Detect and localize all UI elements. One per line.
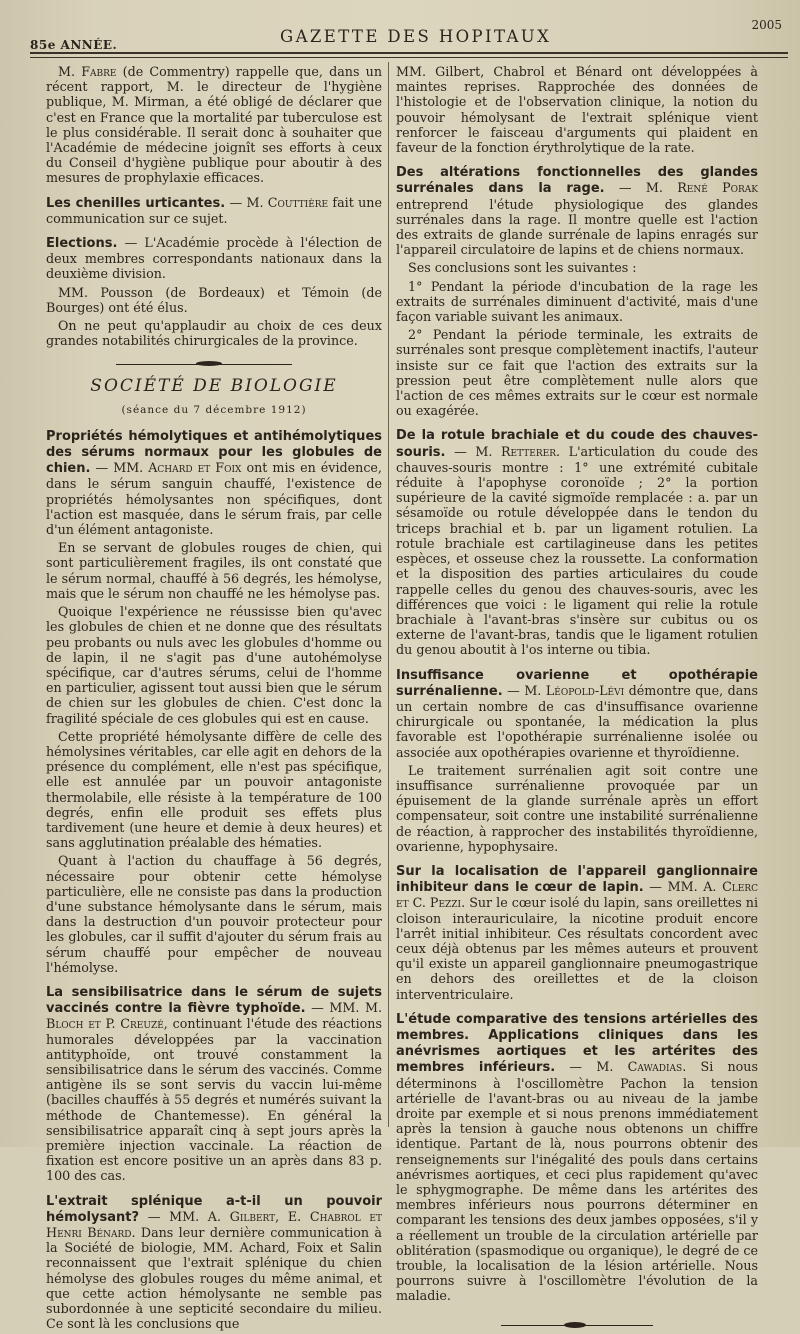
year-label: 85e ANNÉE. xyxy=(30,38,118,52)
paragraph-fabre xyxy=(46,64,382,186)
paragraph-hemo-4: Cette propriété hémolysante diffère de celle des hémolysines véritables, car elle agit en dehors de la présence du complément, elle n'est pas spécifique, elle est annulée par un pouvoir antagoniste thermolabile, elle résiste à la température de 100 degrés, enfin elle produit ses effets plus tardivement (une heure et demie à deux heures) et sans agglutination préalable des hématies. xyxy=(46,728,382,851)
column-divider xyxy=(388,62,389,1127)
article-heading: La sensibilisatrice dans le sérum de sujets vaccinés contre la fièvre typhoïde. xyxy=(46,984,382,1017)
author-name: MM. M. Bloch et P. Creuzé, xyxy=(46,1000,382,1032)
author-name: M. Fabre xyxy=(58,64,117,79)
paragraph-surrenales-3: 1° Pendant la période d'incubation de la rage les extraits de surrénales diminuent d'activité, mais d'une façon variable suivant les animaux. xyxy=(396,278,758,325)
paragraph-ganglionnaire: Sur la localisation de l'appareil ganglionnaire inhibiteur dans le cœur de lapin. — MM. A. Clerc et C. Pezzi. Sur le cœur isolé du lapin, sans oreillettes ni cloison interauriculaire, la nicotine produit encore l'arrêt initial inhibiteur. Ces résultats concordent avec ceux déjà obtenus par les mêmes auteurs et prouvent qu'il existe un appareil ganglionnaire pneumogastrique en dehors des oreillettes et de la cloison interventriculaire. xyxy=(396,863,759,1002)
header-rule-thick xyxy=(30,52,788,54)
paragraph-text: (de Commentry) rappelle que, dans un récent rapport, M. le directeur de l'hygiène publique, M. Mirman, a été obligé de déclarer que c'est en France que la mortalité par tuberculose est le plus considérable. Il serait donc à souhaiter que l'Académie de médecine joignît ses efforts à ceux du Conseil d'hygiène publique pour aboutir à des mesures de prophylaxie efficaces. xyxy=(46,64,382,186)
paragraph-elections: Elections. — L'Académie procède à l'élection de deux membres correspondants nationaux dans la deuxième division. xyxy=(46,235,382,282)
paragraph-hemo-5: Quant à l'action du chauffage à 56 degrés, nécessaire pour obtenir cette hémolyse particulière, elle ne consiste pas dans la production d'une substance hémolysante dans le sérum, mais dans la destruction d'un pouvoir protecteur pour les globules, car il suffit d'ajouter du sérum frais au sérum chauffé pour empêcher de nouveau l'hémolyse. xyxy=(46,853,382,975)
author-name: M. Retterer. xyxy=(475,443,561,459)
left-column xyxy=(46,64,382,1334)
section-title: SOCIÉTÉ DE BIOLOGIE xyxy=(90,376,338,397)
article-heading: L'étude comparative des tensions artérielles des membres. Applications cliniques dans les anévrismes aortiques et les artérites des membres inférieurs. xyxy=(396,1011,758,1076)
author-name: M. Cawadias. xyxy=(596,1059,687,1075)
paragraph-continued: MM. Gilbert, Chabrol et Bénard ont développées à maintes reprises. Rapprochée des données de l'histologie et de l'observation clinique, la notion du pouvoir hémolysant de l'extrait splénique vient renforcer le faisceau d'arguments qui plaident en faveur de la fonction érythrolytique de la rate. xyxy=(396,64,758,156)
article-heading: L'extrait splénique a-t-il un pouvoir hémolysant? xyxy=(46,1193,382,1225)
author-name: MM. A. Gilbert, E. Chabrol et Henri Bénard. xyxy=(46,1208,382,1241)
paragraph-surrenales-2: Ses conclusions sont les suivantes : xyxy=(408,260,637,276)
end-ornament xyxy=(396,1320,758,1332)
paragraph-sensi: La sensibilisatrice dans le sérum de sujets vaccinés contre la fièvre typhoïde. — MM. M. Bloch et P. Creuzé, continuant l'étude des réactions humorales développées par la vaccination antityphoïde, ont trouvé constamment la sensibilisatrice dans le sérum des vaccinés. Comme antigène ils se sont servis du vaccin lui-même (bacilles chauffés à 55 degrés et numérés suivant la méthode de Chantemesse). En général la sensibilisatrice apparaît cinq à sept jours après la première injection vaccinale. La réaction de fixation est encore positive un an après dans 83 p. 100 des cas. xyxy=(46,984,382,1184)
author-name: M. Léopold-Lévi xyxy=(524,682,625,698)
ornament-rule xyxy=(46,360,382,370)
paragraph-text: Si nous déterminons à l'oscillomètre Pachon la tension artérielle de l'avant-bras ou au niveau de la jambe droite par exemple et si nous prenons immédiatement après la tension à gauche nous obtenons un chiffre identique. Partant de là, nous pourrons obtenir des renseignements sur l'inégalité des pouls dans certains anévrismes aortiques, et ceci plus rapidement qu'avec le sphygmographe. De même dans les artérites des membres inférieurs nous pourrons déterminer en comparant les tensions des deux jambes opposées, s'il y a réellement un trouble de la circulation artérielle par oblitération (spasmodique ou organique), le degré de ce trouble, la localisation de la lésion artérielle. Nous pourrons suivre à l'oscillomètre l'évolution de la maladie. xyxy=(396,1059,758,1304)
paragraph-text: Dans leur dernière communication à la Société de biologie, MM. Achard, Foix et Salin reconnaissent que l'extrait splénique du chien hémolyse des globules rouges du même animal, et que cette action hémolysante ne semble pas subordonnée à une septicité secondaire du milieu. Ce sont là les conclusions que xyxy=(46,1225,382,1332)
paragraph-extrait: L'extrait splénique a-t-il un pouvoir hémolysant? — MM. A. Gilbert, E. Chabrol et Henri Bénard. Dans leur dernière communication à la Société de biologie, MM. Achard, Foix et Salin reconnaissent que l'extrait splénique du chien hémolyse des globules rouges du même animal, et que cette action hémolysante ne semble pas subordonnée à une septicité secondaire du milieu. Ce sont là les conclusions que xyxy=(46,1193,382,1332)
paragraph-surrenales: Des altérations fonctionnelles des glandes surrénales dans la rage. — M. René Porak entreprend l'étude physiologique des glandes surrénales dans la rage. Il montre quelle est l'action des extraits de glande surrénale de lapins enragés sur l'appareil circulatoire de lapins et de chiens normaux. xyxy=(396,165,758,258)
paragraph-surrenales-4: 2° Pendant la période terminale, les extraits de surrénales sont presque complètement inactifs, l'auteur insiste sur ce fait que l'action des extraits sur la pression peut être complètement nulle alors que l'action de ces mêmes extraits sur le cœur est normale ou exagérée. xyxy=(396,327,758,419)
session-date: (séance du 7 décembre 1912) xyxy=(121,403,307,416)
article-heading: Sur la localisation de l'appareil ganglionnaire inhibiteur dans le cœur de lapin. xyxy=(396,863,758,896)
paragraph-text: L'articulation du coude des chauves-souris montre : 1° une extrémité cubitale réduite à l'apophyse coronoïde ; 2° la portion supérieure de la cavité sigmoïde remplacée : a. par un sésamoïde ou rotule développée dans le tendon du triceps brachial et b. par un ligament rotulien. La rotule brachiale est cartilagineuse dans les petites espèces, et osseuse chez la roussette. La conformation et la disposition des parties articulaires du coude rappelle celles du genou des chauves-souris, avec les différences que voici : le ligament qui relie la rotule brachiale à l'avant-bras s'insère sur cubitus ou os externe de l'avant-bras, tandis que le ligament rotulien du genou aboutit à l'os interne ou tibia. xyxy=(396,443,758,658)
paragraph-text: continuant l'étude des réactions humorales développées par la vaccination antityphoïde, ont trouvé constamment la sensibilisatrice dans le sérum des vaccinés. Comme antigène ils se sont servis du vaccin lui-même (bacilles chauffés à 55 degrés et numérés suivant la méthode de Chantemesse). En général la sensibilisatrice apparaît cinq à sept jours après la première injection vaccinale. La réaction de fixation est encore positive un an après dans 83 p. 100 des cas. xyxy=(46,1016,382,1184)
paragraph-chenilles: Les chenilles urticantes. — M. Couttière fait une communication sur ce sujet. xyxy=(46,194,382,226)
paragraph-text: entreprend l'étude physiologique des glandes surrénales dans la rage. Il montre quelle est l'action des extraits de glande surrénale de lapins enragés sur l'appareil circulatoire de lapins et de chiens normaux. xyxy=(396,196,758,258)
paragraph-text: démontre que, dans un certain nombre de cas d'insuffisance ovarienne chirurgicale ou spontanée, la médication la plus favorable est l'opothérapie surrénalienne isolée ou associée aux opothérapies ovarienne et thyroïdienne. xyxy=(396,682,758,760)
article-heading: Propriétés hémolytiques et antihémolytiques des sérums normaux pour les globules de chien. xyxy=(46,428,382,477)
paragraph-hemo-3: Quoique l'expérience ne réussisse bien qu'avec les globules de chien et ne donne que des résultats peu probants ou nuls avec les globules d'homme ou de lapin, il ne s'agit pas d'une autohémolyse spécifique, car d'autres sérums, celui de l'homme en particulier, agissent tout aussi bien que le sérum de chien sur les globules de chien. C'est donc la fragilité spéciale de ces globules qui est en cause. xyxy=(46,604,382,726)
article-heading: Des altérations fonctionnelles des glandes surrénales dans la rage. xyxy=(396,165,758,197)
paragraph-tensions: L'étude comparative des tensions artérielles des membres. Applications cliniques dans les anévrismes aortiques et les artérites des membres inférieurs. — M. Cawadias. Si nous déterminons à l'oscillomètre Pachon la tension artérielle de l'avant-bras ou au niveau de la jambe droite par exemple et si nous prenons immédiatement après la tension à gauche nous obtenons un chiffre identique. Partant de là, nous pourrons obtenir des renseignements sur l'inégalité des pouls dans certains anévrismes aortiques, et ceci plus rapidement qu'avec le sphygmographe. De même dans les artérites des membres inférieurs nous pourrons déterminer en comparant les tensions des deux jambes opposées, s'il y a réellement un trouble de la circulation artérielle par oblitération (spasmodique ou organique), le degré de ce trouble, la localisation de la lésion artérielle. Nous pourrons suivre à l'oscillomètre l'évolution de la maladie. xyxy=(396,1011,758,1304)
paragraph-insuffisance: Insuffisance ovarienne et opothérapie surrénalienne. — M. Léopold-Lévi démontre que, dans un certain nombre de cas d'insuffisance ovarienne chirurgicale ou spontanée, la médication la plus favorable est l'opothérapie surrénalienne isolée ou associée aux opothérapies ovarienne et thyroïdienne. xyxy=(396,667,758,760)
paragraph-hemo: Propriétés hémolytiques et antihémolytiques des sérums normaux pour les globules de chien. — MM. Achard et Foix ont mis en évidence, dans le sérum sanguin chauffé, l'existence de propriétés hémolysantes non spécifiques, dont l'action est masquée, dans le sérum frais, par celle d'un élément antagoniste. xyxy=(46,428,382,538)
paragraph-text: Sur le cœur isolé du lapin, sans oreillettes ni cloison interauriculaire, la nicotine produit encore l'arrêt initial inhibiteur. Ces résultats concordent avec ceux déjà obtenus par les mêmes auteurs et prouvent qu'il existe un appareil ganglionnaire pneumogastrique en dehors des oreillettes et de la cloison interventriculaire. xyxy=(396,895,759,1002)
journal-title: GAZETTE DES HOPITAUX xyxy=(280,27,552,46)
paragraph-elections-2: MM. Pousson (de Bordeaux) et Témoin (de Bourges) ont été élus. xyxy=(46,284,382,315)
header-rule-thin xyxy=(30,57,788,58)
paragraph-insuffisance-2: Le traitement surrénalien agit soit contre une insuffisance surrénalienne provoquée par un épuisement de la glande surrénale après un effort compensateur, soit contre une instabilité surrénalienne de réaction, à rapprocher des instabilités thyroïdienne, ovarienne, hypophysaire. xyxy=(396,762,758,854)
article-heading: De la rotule brachiale et du coude des chauves-souris. xyxy=(396,428,758,460)
page-number: 2005 xyxy=(751,18,782,32)
author-name: M. Couttière xyxy=(246,194,329,210)
article-heading: Les chenilles urticantes. xyxy=(46,195,226,211)
paragraph-text: ont mis en évidence, dans le sérum sanguin chauffé, l'existence de propriétés hémolysantes non spécifiques, dont l'action est masquée, dans le sérum frais, par celle d'un élément antagoniste. xyxy=(46,460,382,538)
paragraph-hemo-2: En se servant de globules rouges de chien, qui sont particulièrement fragiles, ils ont constaté que le sérum normal, chauffé à 56 degrés, les hémolyse, mais que le sérum non chauffé ne les hémolyse pas. xyxy=(46,540,382,601)
paragraph-text: fait une communication sur ce sujet. xyxy=(46,194,382,226)
author-name: M. René Porak xyxy=(645,180,758,196)
paragraph-elections-3: On ne peut qu'applaudir au choix de ces deux grandes notabilités chirurgicales de la province. xyxy=(46,318,382,349)
author-name: MM. Achard et Foix xyxy=(113,460,242,476)
author-name: MM. A. Clerc et C. Pezzi. xyxy=(396,879,758,911)
paragraph-text: L'Académie procède à l'élection de deux membres correspondants nationaux dans la deuxième division. xyxy=(46,235,382,282)
right-column xyxy=(396,64,758,1332)
paragraph-rotule: De la rotule brachiale et du coude des chauves-souris. — M. Retterer. L'articulation du coude des chauves-souris montre : 1° une extrémité cubitale réduite à l'apophyse coronoïde ; 2° la portion supérieure de la cavité sigmoïde remplacée : a. par un sésamoïde ou rotule développée dans le tendon du triceps brachial et b. par un ligament rotulien. La rotule brachiale est cartilagineuse dans les petites espèces, et osseuse chez la roussette. La conformation et la disposition des parties articulaires du coude rappelle celles du genou des chauves-souris, avec les différences que voici : le ligament qui relie la rotule brachiale à l'avant-bras s'insère sur cubitus ou os externe de l'avant-bras, tandis que le ligament rotulien du genou aboutit à l'os interne ou tibia. xyxy=(396,428,758,658)
article-heading: Insuffisance ovarienne et opothérapie surrénalienne. xyxy=(396,667,758,699)
article-heading: Elections. xyxy=(46,236,118,252)
